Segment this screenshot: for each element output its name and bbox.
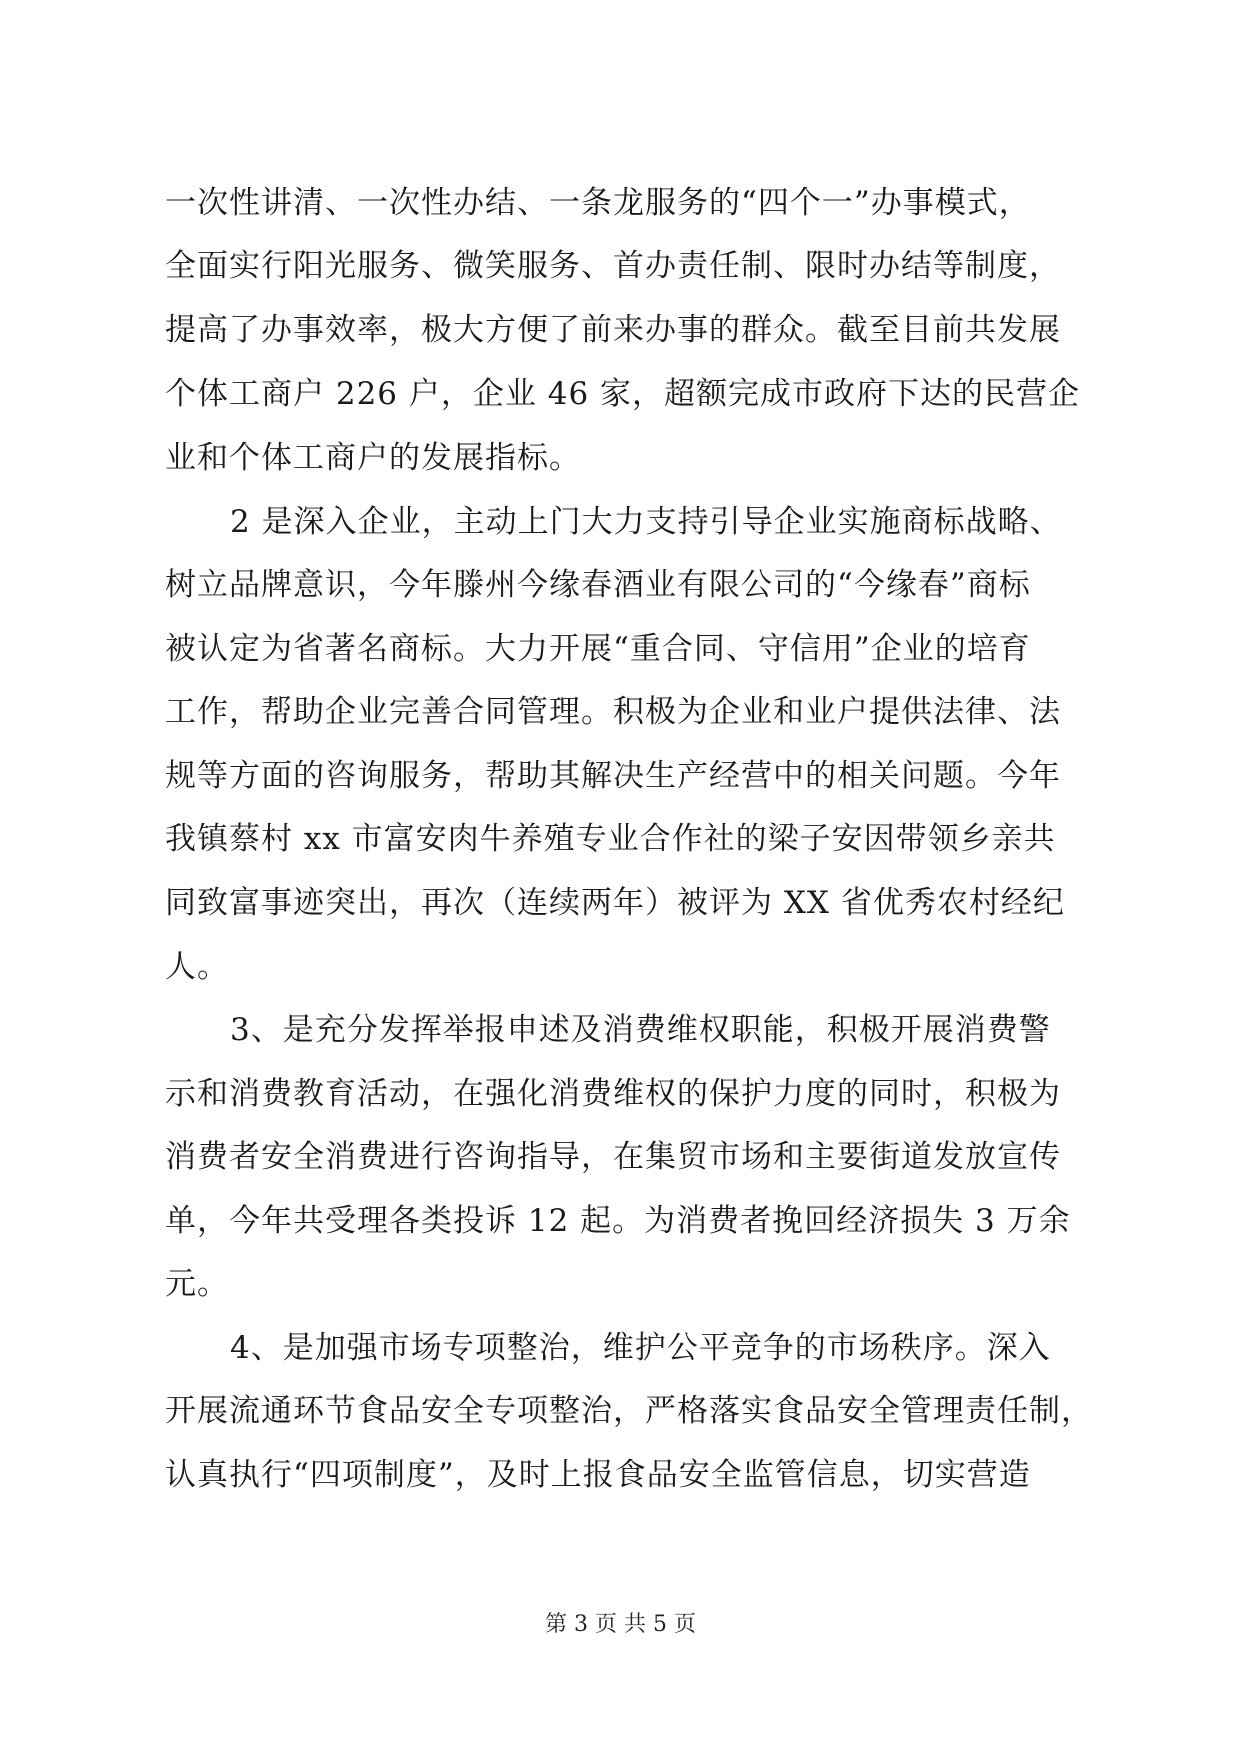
text-line: 元。 [165,1266,229,1302]
text-line: 同致富事迹突出，再次（连续两年）被评为 XX 省优秀农村经纪 [165,885,1065,921]
text-line: 示和消费教育活动，在强化消费维权的保护力度的同时，积极为 [165,1076,1061,1112]
paragraph-3-first-line: 3、是充分发挥举报申述及消费维权职能，积极开展消费警 [230,1012,1051,1048]
text-line: 树立品牌意识，今年滕州今缘春酒业有限公司的“今缘春”商标 [165,567,1031,603]
text-line: 消费者安全消费进行咨询指导，在集贸市场和主要街道发放宣传 [165,1139,1061,1175]
text-line: 规等方面的咨询服务，帮助其解决生产经营中的相关问题。今年 [165,758,1061,794]
text-line: 提高了办事效率，极大方便了前来办事的群众。截至目前共发展 [165,312,1061,348]
paragraph-4-first-line: 4、是加强市场专项整治，维护公平竞争的市场秩序。深入 [230,1330,1051,1366]
text-line: 单，今年共受理各类投诉 12 起。为消费者挽回经济损失 3 万余 [165,1203,1071,1239]
text-line: 人。 [165,949,229,985]
text-line: 被认定为省著名商标。大力开展“重合同、守信用”企业的培育 [165,631,1031,667]
page-number-footer: 第 3 页 共 5 页 [545,1612,696,1637]
text-line: 开展流通环节食品安全专项整治，严格落实食品安全管理责任制， [165,1393,1093,1429]
text-line: 工作，帮助企业完善合同管理。积极为企业和业户提供法律、法 [165,694,1061,730]
text-line: 业和个体工商户的发展指标。 [165,440,581,476]
paragraph-2-first-line: 2 是深入企业，主动上门大力支持引导企业实施商标战略、 [230,504,1062,540]
text-line: 一次性讲清、一次性办结、一条龙服务的“四个一”办事模式， [165,185,1031,221]
text-line: 个体工商户 226 户，企业 46 家，超额完成市政府下达的民营企 [165,376,1081,412]
text-line: 我镇蔡村 xx 市富安肉牛养殖专业合作社的梁子安因带领乡亲共 [165,821,1056,857]
text-line: 认真执行“四项制度”，及时上报食品安全监管信息，切实营造 [165,1457,1031,1493]
text-line: 全面实行阳光服务、微笑服务、首办责任制、限时办结等制度， [165,248,1061,284]
